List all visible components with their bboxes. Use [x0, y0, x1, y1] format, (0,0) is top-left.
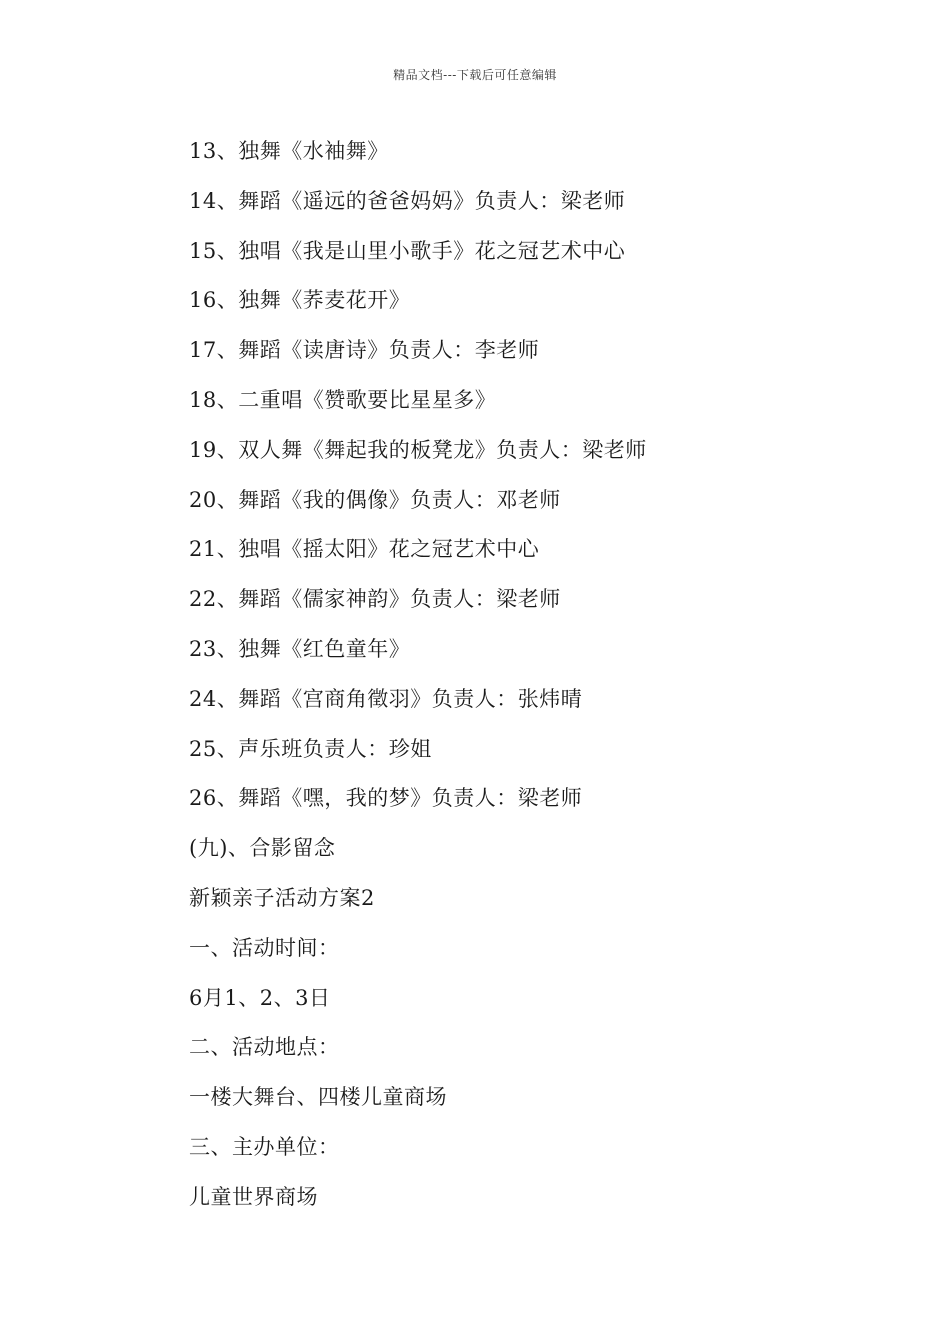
program-item-13: 13、独舞《水袖舞》	[189, 139, 389, 163]
paragraph: 一楼大舞台、四楼儿童商场	[189, 1085, 447, 1110]
program-item-14: 14、舞蹈《遥远的爸爸妈妈》负责人：梁老师	[189, 188, 626, 213]
program-item-23: 23、独舞《红色童年》	[189, 636, 411, 661]
page-header: 精品文档---下载后可任意编辑	[393, 68, 557, 82]
program-item-22: 22、舞蹈《儒家神韵》负责人：梁老师	[189, 587, 561, 612]
section-heading: 二、活动地点：	[189, 1035, 340, 1060]
program-item-19: 19、双人舞《舞起我的板凳龙》负责人：梁老师	[189, 437, 647, 462]
paragraph: 6月1、2、3日	[189, 985, 331, 1010]
program-item-24: 24、舞蹈《宫商角徵羽》负责人：张炜晴	[189, 686, 583, 711]
program-item-17: 17、舞蹈《读唐诗》负责人：李老师	[189, 338, 540, 363]
program-item-15: 15、独唱《我是山里小歌手》花之冠艺术中心	[189, 238, 626, 263]
paragraph: 儿童世界商场	[189, 1184, 318, 1209]
document-body	[189, 133, 829, 1229]
program-item-20: 20、舞蹈《我的偶像》负责人：邓老师	[189, 487, 561, 512]
section-heading: 一、活动时间：	[189, 935, 340, 960]
program-item-16: 16、独舞《荞麦花开》	[189, 288, 411, 313]
plan-title: 新颖亲子活动方案2	[189, 885, 375, 910]
program-item-26: 26、舞蹈《嘿，我的梦》负责人：梁老师	[189, 786, 583, 811]
program-item-25: 25、声乐班负责人：珍姐	[189, 736, 432, 761]
section-heading: 三、主办单位：	[189, 1134, 340, 1159]
program-item-21: 21、独唱《摇太阳》花之冠艺术中心	[189, 537, 540, 562]
program-item-18: 18、二重唱《赞歌要比星星多》	[189, 387, 497, 412]
section-heading: (九)、合影留念	[189, 836, 336, 861]
